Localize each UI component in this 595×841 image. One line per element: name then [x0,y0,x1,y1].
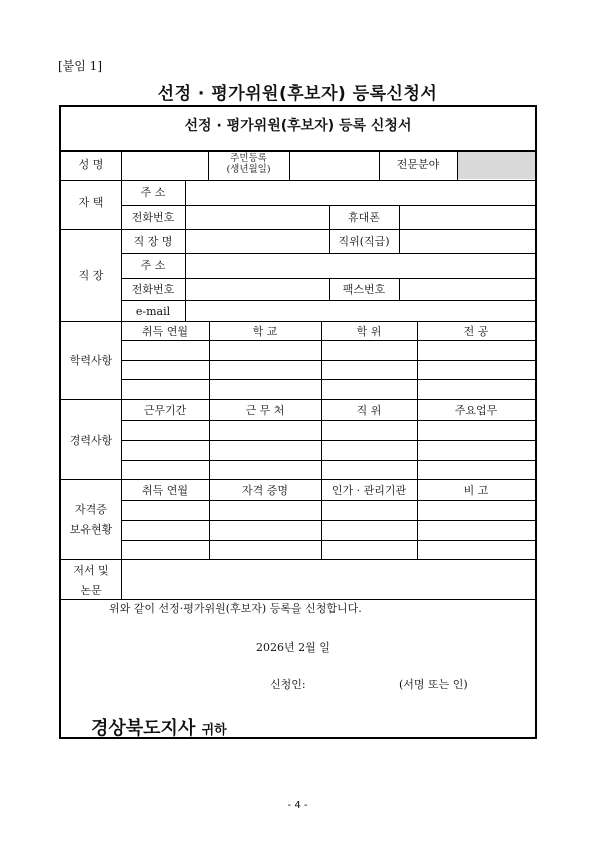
license-section-label-line1: 자격증 [75,503,107,516]
divider [121,500,535,501]
education-header-degree: 학 위 [356,325,382,338]
divider [61,321,535,322]
license-header-name: 자격 증명 [241,484,288,497]
name-label: 성 명 [78,158,104,171]
form-title: 선정 · 평가위원(후보자) 등록 신청서 [184,118,412,134]
divider [321,321,322,559]
career-header-workplace: 근 무 처 [245,404,285,417]
career-header-period: 근무기간 [143,404,187,417]
license-header-date: 취득 연월 [141,484,188,497]
education-header-major: 전 공 [463,325,489,338]
divider [61,150,535,152]
divider [121,440,535,441]
career-header-position: 직 위 [356,404,382,417]
divider [121,360,535,361]
divider [399,229,400,253]
license-header-note: 비 고 [463,484,489,497]
divider [61,229,535,230]
publications-label-line2: 논문 [80,584,102,597]
divider [121,253,535,254]
specialty-label: 전문분야 [396,158,440,171]
divider [399,278,400,300]
divider [399,205,400,229]
registration-form [59,105,537,739]
education-section-label: 학력사항 [69,354,113,367]
divider [417,321,418,559]
divider [209,321,210,559]
home-mobile-label: 휴대폰 [348,211,380,224]
license-header-authority: 인가 · 관리기관 [331,484,407,497]
home-address-label: 주 소 [140,186,166,199]
career-header-duties: 주요업무 [454,404,498,417]
resident-label-line1: 주민등록 [230,153,267,164]
divider [121,205,535,206]
work-fax-label: 팩스번호 [342,283,386,296]
divider [457,150,458,180]
resident-label-line2: (생년월일) [226,164,271,175]
work-position-label: 직위(직급) [338,235,390,248]
publications-label-line1: 저서 및 [73,564,109,577]
work-section-label: 직 장 [78,269,104,282]
addressee-name: 경상북도지사 [91,718,196,739]
applicant-label: 신청인: [270,678,306,691]
addressee [91,718,227,742]
license-section-label-line2: 보유현황 [69,523,113,536]
divider [61,479,535,480]
divider [121,460,535,461]
divider [61,399,535,400]
divider [121,420,535,421]
career-section-label: 경력사항 [69,434,113,447]
workplace-label: 직 장 명 [133,235,173,248]
document-title: 선정 · 평가위원(후보자) 등록신청서 [157,84,438,104]
education-header-school: 학 교 [252,325,278,338]
divider [121,278,535,279]
work-phone-label: 전화번호 [131,283,175,296]
divider [185,180,186,321]
home-section-label: 자 택 [78,196,104,209]
page-number: - 4 - [287,800,308,811]
divider [289,150,290,180]
specialty-input-shade [457,151,535,179]
work-email-label: e-mail [135,305,171,318]
divider [121,379,535,380]
divider [121,520,535,521]
signature-label: (서명 또는 인) [399,678,468,691]
attachment-label: [붙임 1] [58,59,102,73]
addressee-suffix: 귀하 [201,723,227,738]
education-header-date: 취득 연월 [141,325,188,338]
work-address-label: 주 소 [140,259,166,272]
declaration-text: 위와 같이 선정·평가위원(후보자) 등록을 신청합니다. [109,602,362,615]
date-line: 2026년 2월 일 [256,641,330,654]
divider [121,300,535,301]
divider [61,180,535,181]
divider [61,599,535,600]
home-phone-label: 전화번호 [131,211,175,224]
divider [121,540,535,541]
divider [121,340,535,341]
divider [61,559,535,560]
